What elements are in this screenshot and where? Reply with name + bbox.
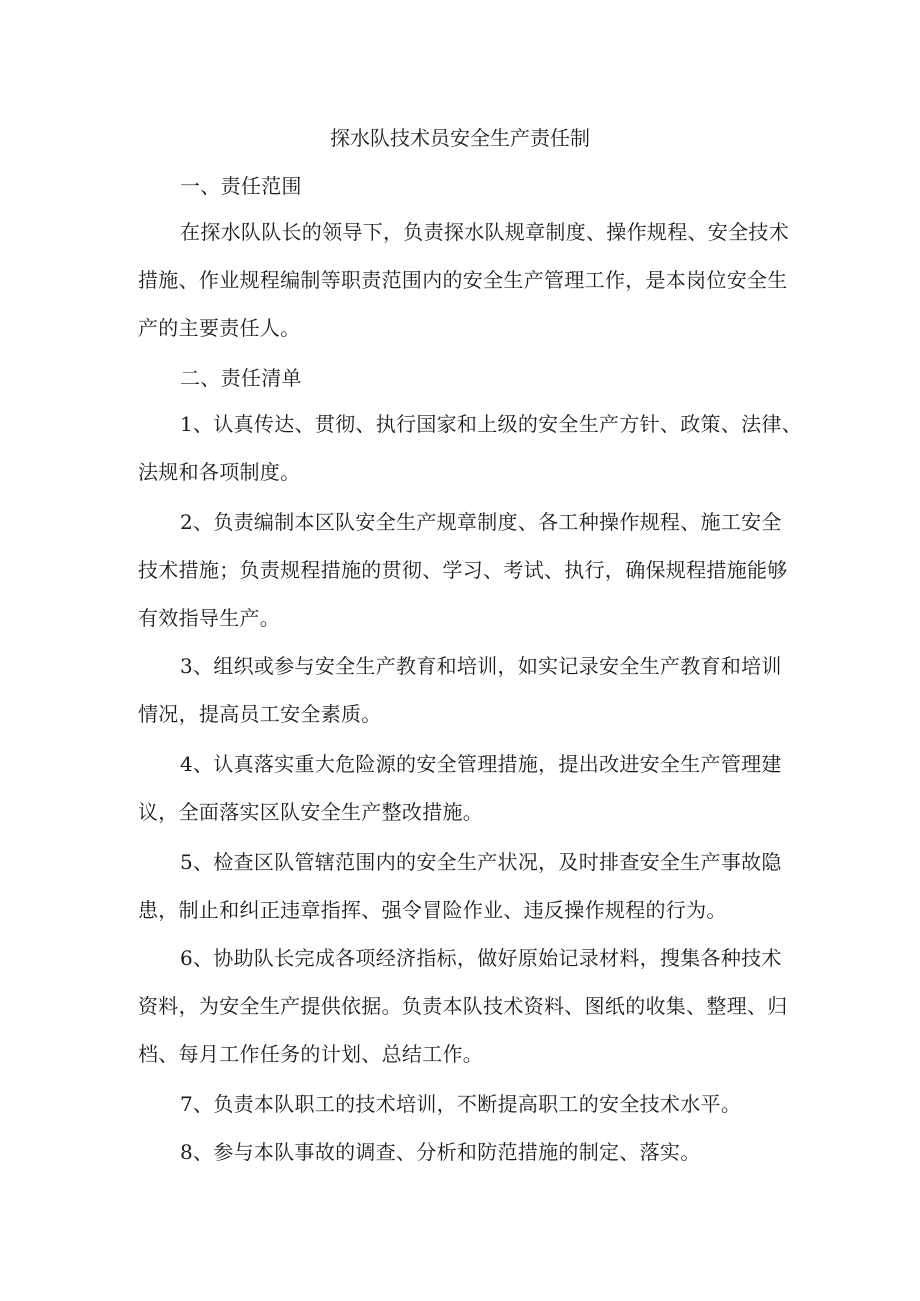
document-title: 探水队技术员安全生产责任制 [330,126,590,150]
list-item-line: 5、检查区队管辖范围内的安全生产状况，及时排查安全生产事故隐 [180,850,782,874]
list-item-line: 1、认真传达、贯彻、执行国家和上级的安全生产方针、政策、法律、 [180,412,803,436]
list-item-line: 患，制止和纠正违章指挥、强令冒险作业、违反操作规程的行为。 [138,898,727,922]
list-item-line: 议，全面落实区队安全生产整改措施。 [138,800,484,824]
list-item-line: 3、组织或参与安全生产教育和培训，如实记录安全生产教育和培训 [180,654,782,678]
list-item-line: 7、负责本队职工的技术培训，不断提高职工的安全技术水平。 [180,1092,742,1116]
list-item-line: 2、负责编制本区队安全生产规章制度、各工种操作规程、施工安全 [180,510,782,534]
list-item-line: 4、认真落实重大危险源的安全管理措施，提出改进安全生产管理建 [180,752,782,776]
paragraph-line: 措施、作业规程编制等职责范围内的安全生产管理工作，是本岗位安全生 [138,268,788,292]
list-item-line: 资料，为安全生产提供依据。负责本队技术资料、图纸的收集、整理、归 [138,994,788,1018]
section-heading-scope: 一、责任范围 [180,174,302,198]
paragraph-line: 产的主要责任人。 [138,316,301,340]
list-item-line: 8、参与本队事故的调查、分析和防范措施的制定、落实。 [180,1140,701,1164]
paragraph-line: 在探水队队长的领导下，负责探水队规章制度、操作规程、安全技术 [180,220,789,244]
list-item-line: 有效指导生产。 [138,606,281,630]
list-item-line: 档、每月工作任务的计划、总结工作。 [138,1042,484,1066]
list-item-line: 法规和各项制度。 [138,460,301,484]
list-item-line: 6、协助队长完成各项经济指标，做好原始记录材料，搜集各种技术 [180,946,782,970]
list-item-line: 情况，提高员工安全素质。 [138,702,382,726]
section-heading-list: 二、责任清单 [180,366,302,390]
list-item-line: 技术措施；负责规程措施的贯彻、学习、考试、执行，确保规程措施能够 [138,558,788,582]
